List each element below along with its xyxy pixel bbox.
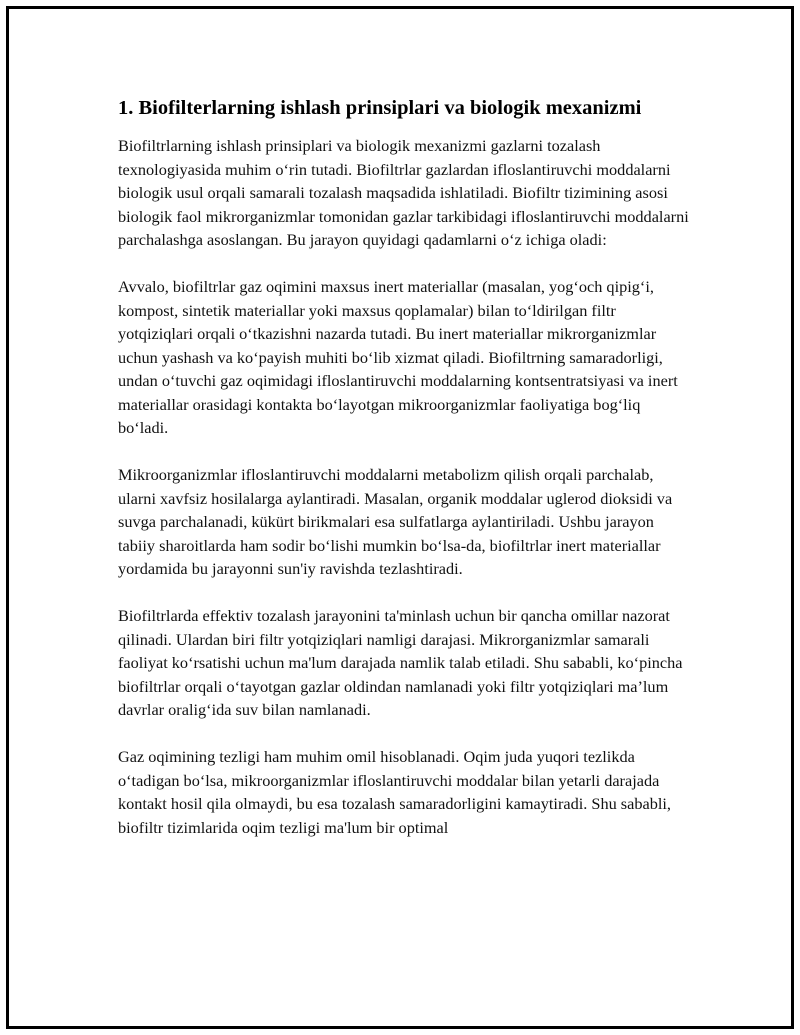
paragraph-filter-materials: Avvalo, biofiltrlar gaz oqimini maxsus inert materiallar (masalan, yogʻoch qipigʻi, kompost, sintetik materiallar yoki maxsus qoplamalar) bilan toʻldirilgan filtr yotqiziqlari orqali oʻtkazishni nazarda tutadi. Bu inert materiallar mikrorganizmlar uchun yashash va koʻpayish muhiti boʻlib xizmat qiladi. Biofiltrning samaradorligi, undan oʻtuvchi gaz oqimidagi ifloslantiruvchi moddalarning kontsentratsiyasi va inert materiallar orasidagi kontakta boʻlayotgan mikroorganizmlar faoliyatiga bogʻliq boʻladi. xyxy=(118,277,678,437)
paragraph-flow-velocity: Gaz oqimining tezligi ham muhim omil hisoblanadi. Oqim juda yuqori tezlikda oʻtadigan boʻlsa, mikroorganizmlar ifloslantiruvchi moddalar bilan yetarli darajada kontakt hosil qila olmaydi, bu esa tozalash samaradorligini kamaytiradi. Shu sababli, biofiltr tizimlarida oqim tezligi ma'lum bir optimal xyxy=(118,747,671,837)
document-body xyxy=(118,94,692,863)
paragraph-metabolism: Mikroorganizmlar ifloslantiruvchi moddalarni metabolizm qilish orqali parchalab, ularni xavfsiz hosilalarga aylantiradi. Masalan, organik moddalar uglerod dioksidi va suvga parchalanadi, kükürt birikmalari esa sulfatlarga aylantiriladi. Ushbu jarayon tabiiy sharoitlarda ham sodir boʻlishi mumkin boʻlsa-da, biofiltrlar inert materiallar yordamida bu jarayonni sun'iy ravishda tezlashtiradi. xyxy=(118,465,673,578)
paragraph-moisture-control: Biofiltrlarda effektiv tozalash jarayonini ta'minlash uchun bir qancha omillar nazorat qilinadi. Ulardan biri filtr yotqiziqlari namligi darajasi. Mikrorganizmlar samarali faoliyat koʻrsatishi uchun ma'lum darajada namlik talab etiladi. Shu sababli, koʻpincha biofiltrlar orqali oʻtayotgan gazlar oldindan namlanadi yoki filtr yotqiziqlari ma’lum davrlar oraligʻida suv bilan namlanadi. xyxy=(118,606,683,719)
section-heading: 1. Biofilterlarning ishlash prinsiplari va biologik mexanizmi xyxy=(118,97,642,119)
paragraph-intro: Biofiltrlarning ishlash prinsiplari va biologik mexanizmi gazlarni tozalash texnologiyasida muhim oʻrin tutadi. Biofiltrlar gazlardan ifloslantiruvchi moddalarni biologik usul orqali samarali tozalash maqsadida ishlatiladi. Biofiltr tizimining asosi biologik faol mikrorganizmlar tomonidan gazlar tarkibidagi ifloslantiruvchi moddalarni parchalashga asoslangan. Bu jarayon quyidagi qadamlarni oʻz ichiga oladi: xyxy=(118,136,689,249)
